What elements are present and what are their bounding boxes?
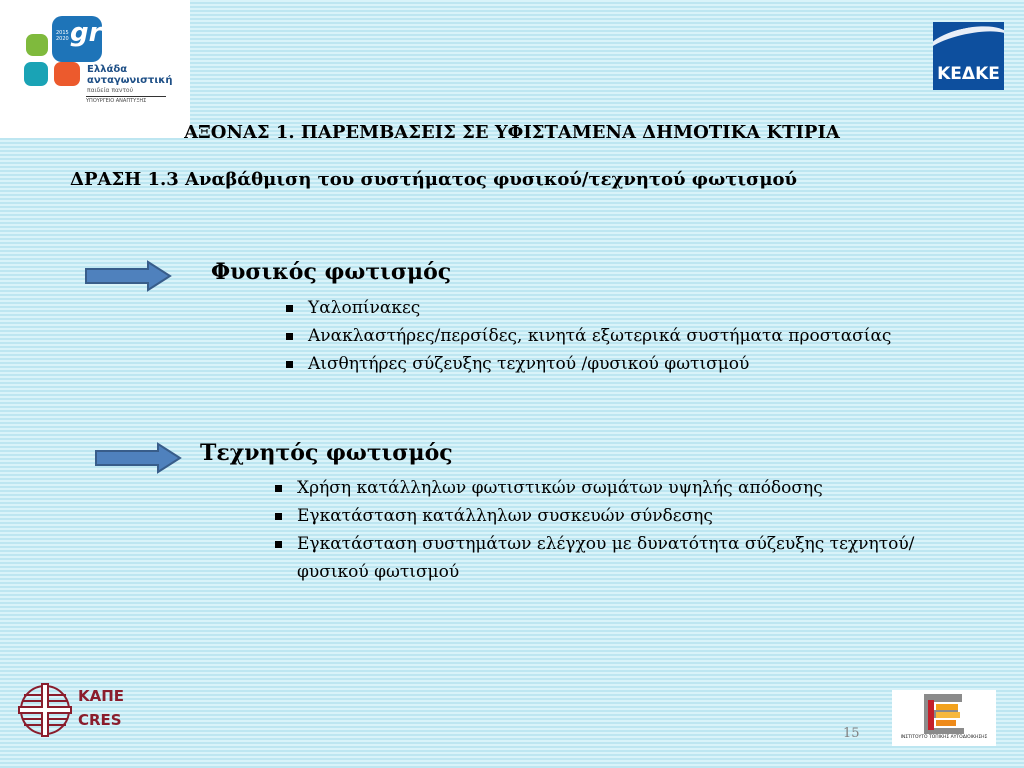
- list-item: Χρήση κατάλληλων φωτιστικών σωμάτων υψηλής απόδοσης: [273, 474, 923, 502]
- natural-lighting-list: [284, 294, 1004, 378]
- ita-emblem-icon: [892, 690, 996, 736]
- ita-caption: ΙΝΣΤΙΤΟΥΤΟ ΤΟΠΙΚΗΣ ΑΥΤΟΔΙΟΙΚΗΣΗΣ: [900, 735, 988, 740]
- list-item: Εγκατάσταση συστημάτων ελέγχου με δυνατότητα σύζευξης τεχνητού/φυσικού φωτισμού: [273, 530, 923, 586]
- greece-competitiveness-logo: [0, 0, 190, 138]
- section-title-natural-lighting: Φυσικός φωτισμός: [211, 259, 452, 285]
- logo-line3: παιδεία παντού: [87, 87, 134, 94]
- action-heading: ΔΡΑΣΗ 1.3 Αναβάθμιση του συστήματος φυσικού/τεχνητού φωτισμού: [70, 169, 797, 190]
- page-number: 15: [843, 726, 860, 741]
- logo-tile-green: [26, 34, 48, 56]
- axis-heading: ΑΞΟΝΑΣ 1. ΠΑΡΕΜΒΑΣΕΙΣ ΣΕ ΥΦΙΣΤΑΜΕΝΑ ΔΗΜΟΤΙΚΑ ΚΤΙΡΙΑ: [184, 122, 840, 143]
- cres-emblem-icon: [18, 675, 72, 745]
- ita-logo: [892, 690, 996, 746]
- list-item: Αισθητήρες σύζευξης τεχνητού /φυσικού φωτισμού: [284, 350, 1004, 378]
- logo-divider: [86, 96, 166, 97]
- logo-brand-text: gr: [70, 18, 102, 48]
- list-item: Εγκατάσταση κατάλληλων συσκευών σύνδεσης: [273, 502, 923, 530]
- section-title-artificial-lighting: Τεχνητός φωτισμός: [200, 440, 453, 466]
- artificial-lighting-list: [273, 474, 923, 586]
- logo-tile-teal: [24, 62, 48, 86]
- cres-greek-text: ΚΑΠΕ: [78, 687, 125, 705]
- logo-line2: ανταγωνιστική: [87, 75, 173, 86]
- logo-ministry: ΥΠΟΥΡΓΕΙΟ ΑΝΑΠΤΥΞΗΣ: [86, 98, 147, 104]
- logo-years: 2015 2020: [56, 30, 69, 42]
- list-item: Υαλοπίνακες: [284, 294, 1004, 322]
- logo-tile-orange: [54, 62, 80, 86]
- cres-logo: [18, 675, 128, 745]
- right-arrow-icon: [94, 442, 182, 474]
- right-arrow-icon: [84, 260, 172, 292]
- kedke-logo: [933, 22, 1004, 90]
- kedke-logo-text: ΚΕΔΚΕ: [937, 64, 1000, 84]
- list-item: Ανακλαστήρες/περσίδες, κινητά εξωτερικά συστήματα προστασίας: [284, 322, 1004, 350]
- cres-english-text: CRES: [78, 711, 122, 729]
- logo-line1: Ελλάδα: [87, 64, 128, 75]
